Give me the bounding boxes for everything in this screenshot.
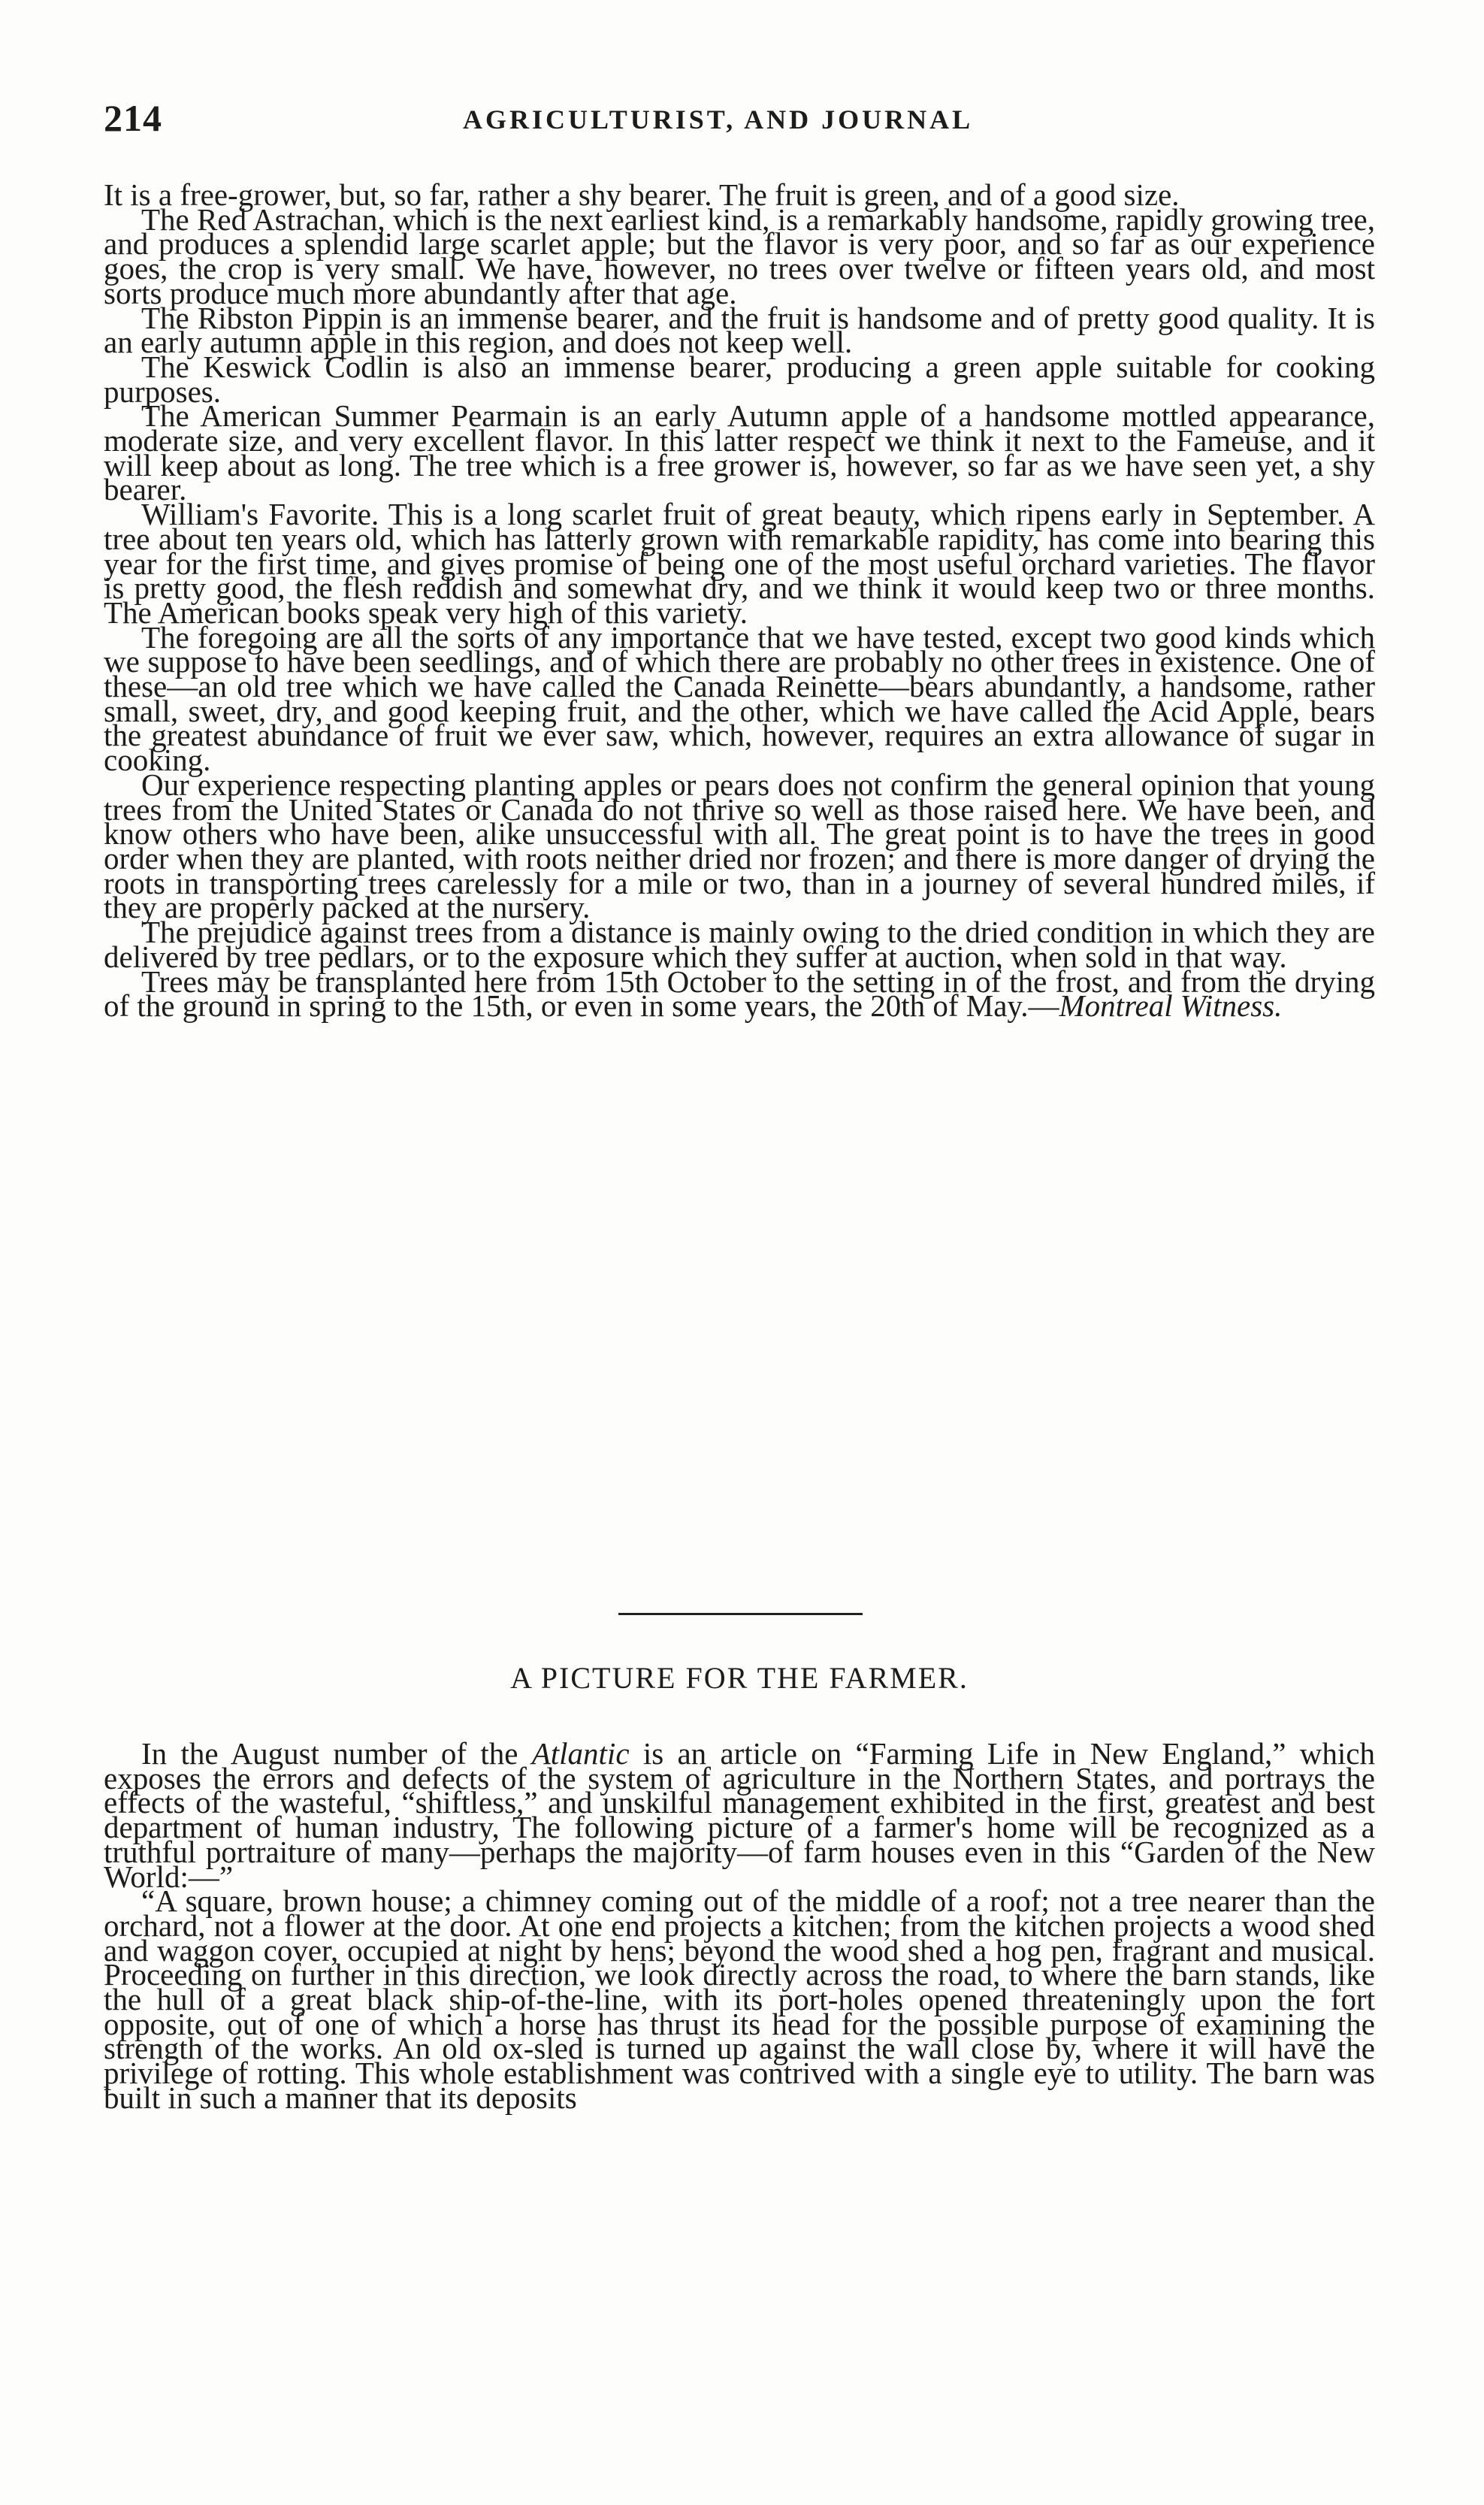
intro-paragraph	[104, 1736, 1375, 1894]
source-signature: Montreal Witness.	[1059, 988, 1283, 1024]
paragraph: The prejudice against trees from a distance is mainly owing to the dried condition in which they are delivered by tree pedlars, or to the exposure which they suffer at auction, when sold in that way.	[104, 915, 1375, 974]
paragraph: The Keswick Codlin is also an immense bearer, producing a green apple suitable for cooking purposes.	[104, 349, 1375, 409]
article-picture-for-farmer	[104, 1736, 1375, 2115]
page-number: 214	[104, 97, 162, 139]
paragraph: It is a free-grower, but, so far, rather a shy bearer. The fruit is green, and of a good size.	[104, 177, 1180, 212]
magazine-title: Atlantic	[531, 1736, 630, 1771]
article-apple-varieties	[104, 177, 1375, 1024]
paragraph: The foregoing are all the sorts of any importance that we have tested, except two good kinds which we suppose to have been seedlings, and of which there are probably no other trees in existence. One of these—an old tree which we have called the Canada Reinette—bears abundantly, a handsome, rather small, sweet, dry, and good keeping fruit, and the other, which we have called the Acid Apple, bears the greatest abundance of fruit we ever saw, which, however, requires an extra allowance of sugar in cooking.	[104, 619, 1375, 778]
running-title: AGRICULTURIST, AND JOURNAL	[463, 104, 974, 135]
section-divider	[618, 1613, 863, 1615]
section-title: A PICTURE FOR THE FARMER.	[510, 1661, 969, 1695]
intro-text-end: is an article on “Farming Life in New England,” which exposes the errors and defects of the system of agriculture in the Northern States, and portrays the effects of the wasteful, “shiftless,” and unskilful management exhibited in the first, greatest and best department of human industry, The following picture of a farmer's home will be recognized as a truthful portraiture of many—perhaps the majority—of farm houses even in this “Garden of the New World:—”	[104, 1736, 1375, 1894]
paragraph: The American Summer Pearmain is an early Autumn apple of a handsome mottled appearance, moderate size, and very excellent flavor. In this latter respect we think it next to the Fameuse, and it will keep about as long. The tree which is a free grower is, however, so far as we have seen yet, a shy bearer.	[104, 398, 1375, 507]
paragraph: William's Favorite. This is a long scarlet fruit of great beauty, which ripens early in September. A tree about ten years old, which has latterly grown with remarkable rapidity, has come into bearing this year for the first time, and gives promise of being one of the most useful orchard varieties. The flavor is pretty good, the flesh reddish and somewhat dry, and we think it would keep two or three months. The American books speak very high of this variety.	[104, 497, 1375, 630]
quoted-passage: “A square, brown house; a chimney coming out of the middle of a roof; not a tree nearer than the orchard, not a flower at the door. At one end projects a kitchen; from the kitchen projects a wood shed and waggon cover, occupied at night by hens; beyond the wood shed a hog pen, fragrant and musical. Proceeding on further in this direction, we look directly across the road, to where the barn stands, like the hull of a great black ship-of-the-line, with its port-holes opened threateningly upon the fort opposite, out of one of which a horse has thrust its head for the possible purpose of examining the strength of the works. An old ox-sled is turned up against the wall close by, where it will have the privilege of rotting. This whole establishment was contrived with a single eye to utility. The barn was built in such a manner that its deposits	[104, 1883, 1375, 2115]
paragraph-text: Trees may be transplanted here from 15th October to the setting in of the frost, and from the drying of the ground in spring to the 15th, or even in some years, the 20th of May.—	[104, 964, 1375, 1024]
paragraph: Our experience respecting planting apples or pears does not confirm the general opinion that young trees from the United States or Canada do not thrive so well as those raised here. We have been, and know others who have been, alike unsuccessful with all. The great point is to have the trees in good order when they are planted, with roots neither dried nor frozen; and there is more danger of drying the roots in transporting trees carelessly for a mile or two, than in a journey of several hundred miles, if they are properly packed at the nursery.	[104, 767, 1375, 925]
page-header	[104, 96, 1381, 149]
paragraph: The Ribston Pippin is an immense bearer, and the fruit is handsome and of pretty good quality. It is an early autumn apple in this region, and does not keep well.	[104, 300, 1375, 360]
intro-text-start: In the August number of the	[141, 1736, 532, 1771]
paragraph: The Red Astrachan, which is the next earliest kind, is a remarkably handsome, rapidly growing tree, and produces a splendid large scarlet apple; but the flavor is very poor, and so far as our experience goes, the crop is very small. We have, however, no trees over twelve or fifteen years old, and most sorts produce much more abundantly after that age.	[104, 201, 1375, 310]
paragraph-final	[104, 964, 1375, 1024]
